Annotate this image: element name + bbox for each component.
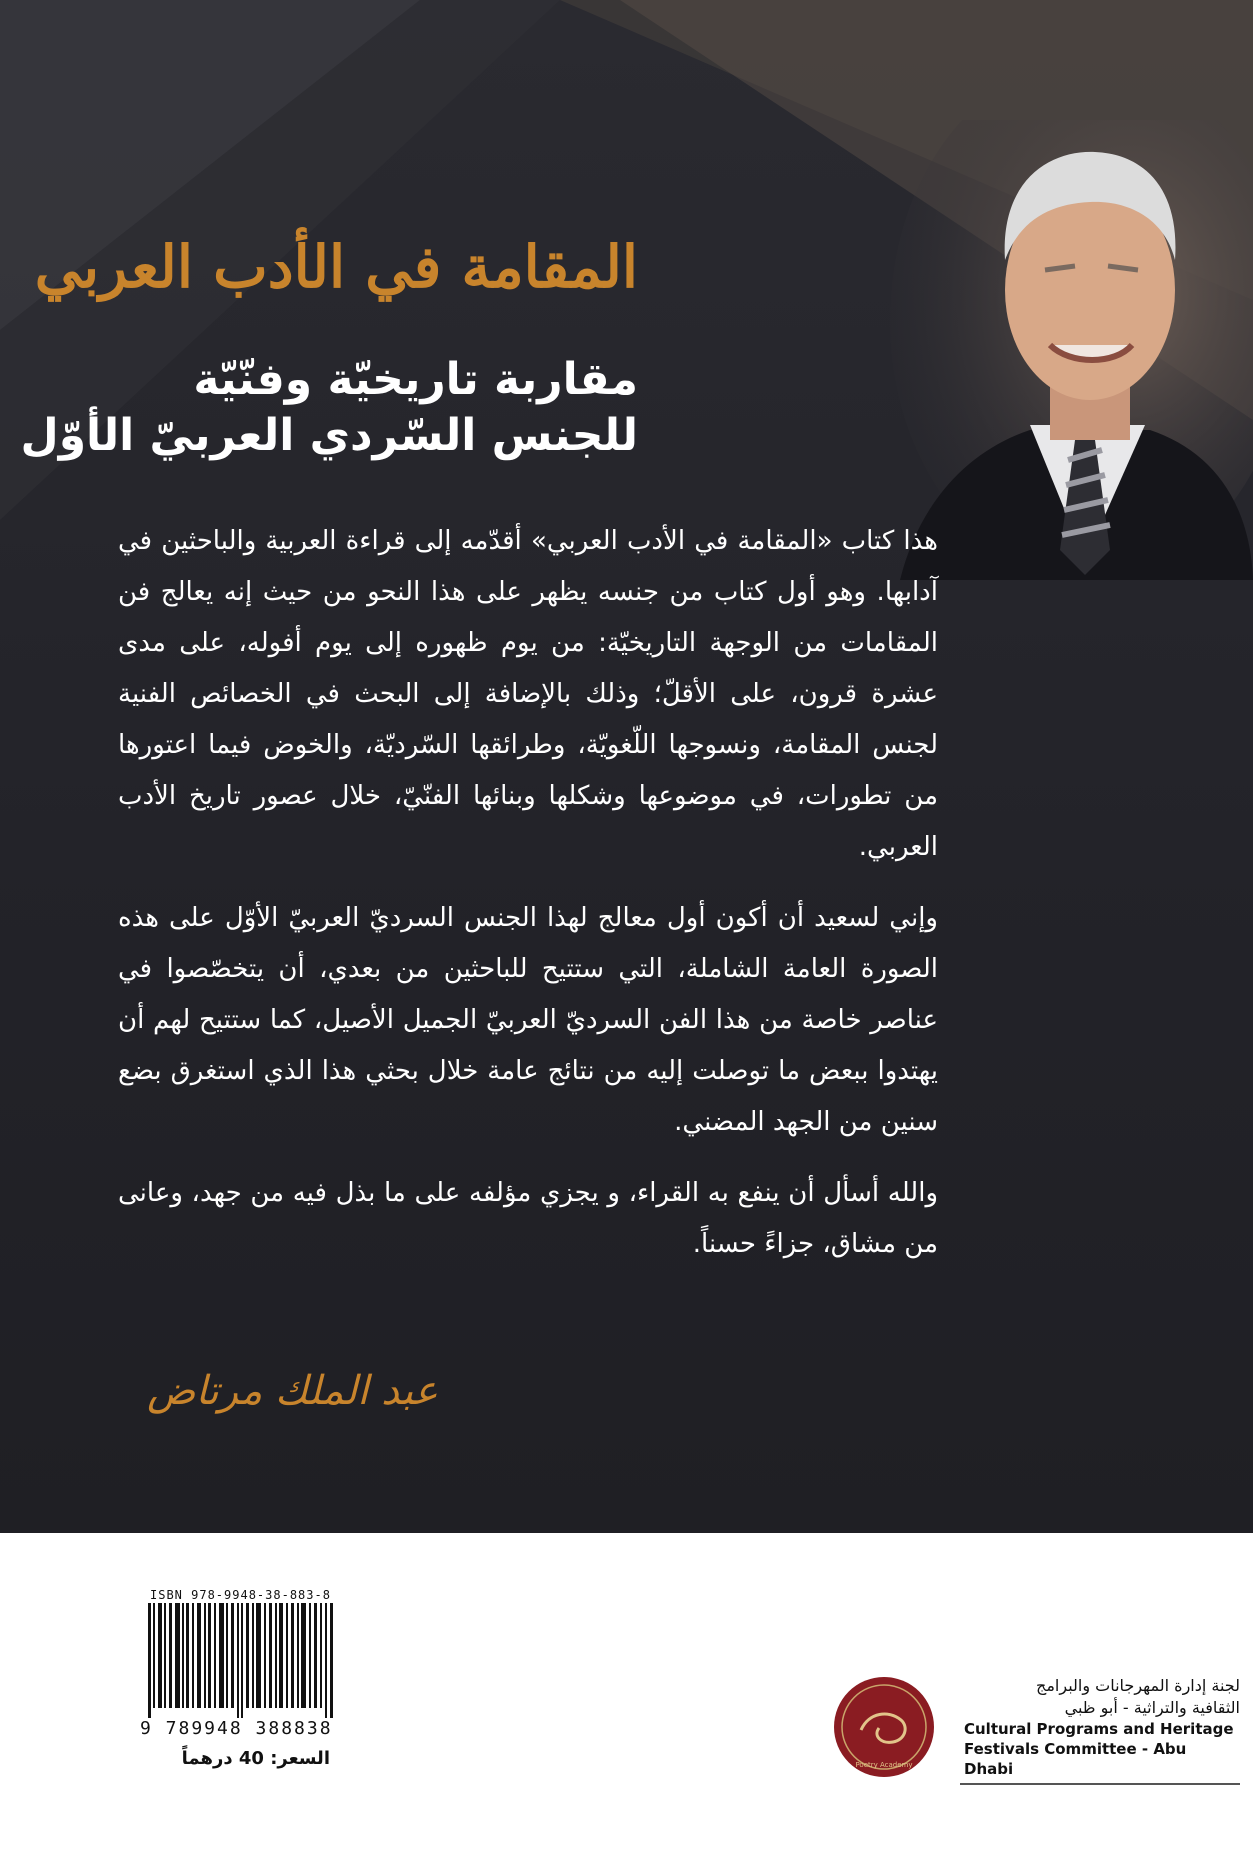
- barcode: [148, 1603, 333, 1718]
- blurb-paragraph-1: هذا كتاب «المقامة في الأدب العربي» أقدّمه إلى قراءة العربية والباحثين في آدابها. وهو أول كتاب من جنسه يظهر على هذا النحو من حيث إنه يعالج فن المقامات من الوجهة التاريخيّة: من يوم ظهوره إلى يوم أفوله، على مدى عشرة قرون، على الأقلّ؛ وذلك بالإضافة إلى البحث في الخصائص الفنية لجنس المقامة، ونسوجها اللّغويّة، وطرائقها السّرديّة، والخوض فيما اعتورها من تطورات، في موضوعها وشكلها وبنائها الفنّيّ، خلال عصور تاريخ الأدب العربي.: [118, 526, 938, 862]
- subtitle-line-1: مقاربة تاريخيّة وفنّيّة: [193, 354, 638, 405]
- committee-block: [960, 1675, 1240, 1785]
- isbn-label: ISBN 978-9948-38-883-8: [150, 1588, 331, 1602]
- author-signature: عبد الملك مرتاض: [147, 1368, 438, 1414]
- price-label: السعر: 40 درهماً: [181, 1748, 330, 1769]
- committee-arabic-line-2: الثقافية والتراثية - أبو ظبي: [1064, 1698, 1240, 1717]
- committee-english-line-1: Cultural Programs and Heritage: [964, 1720, 1234, 1738]
- seal-label: Poetry Academy: [855, 1761, 913, 1769]
- poetry-academy-seal-icon: [829, 1672, 939, 1782]
- blurb-paragraph-3: والله أسأل أن ينفع به القراء، و يجزي مؤلفه على ما بذل فيه من جهد، وعانى من مشاق، جزاءً حسناً.: [118, 1178, 938, 1259]
- barcode-number: 9 789948 388838: [140, 1718, 333, 1739]
- subtitle-line-2: للجنس السّردي العربيّ الأوّل: [20, 410, 638, 461]
- committee-english-line-2: Festivals Committee - Abu Dhabi: [964, 1740, 1187, 1778]
- blurb-text: [118, 516, 938, 1290]
- committee-arabic-line-1: لجنة إدارة المهرجانات والبرامج: [1036, 1676, 1240, 1695]
- book-title: المقامة في الأدب العربي: [34, 233, 638, 301]
- author-portrait: [880, 120, 1253, 580]
- blurb-paragraph-2: وإني لسعيد أن أكون أول معالج لهذا الجنس السرديّ العربيّ الأوّل على هذه الصورة العامة الشاملة، التي ستتيح للباحثين من بعدي، أن يتخصّصوا في عناصر خاصة من هذا الفن السرديّ العربيّ الجميل الأصيل، كما ستتيح لهم أن يهتدوا ببعض ما توصلت إليه من نتائج عامة خلال بحثي هذا الذي استغرق بضع سنين من الجهد المضني.: [118, 903, 938, 1137]
